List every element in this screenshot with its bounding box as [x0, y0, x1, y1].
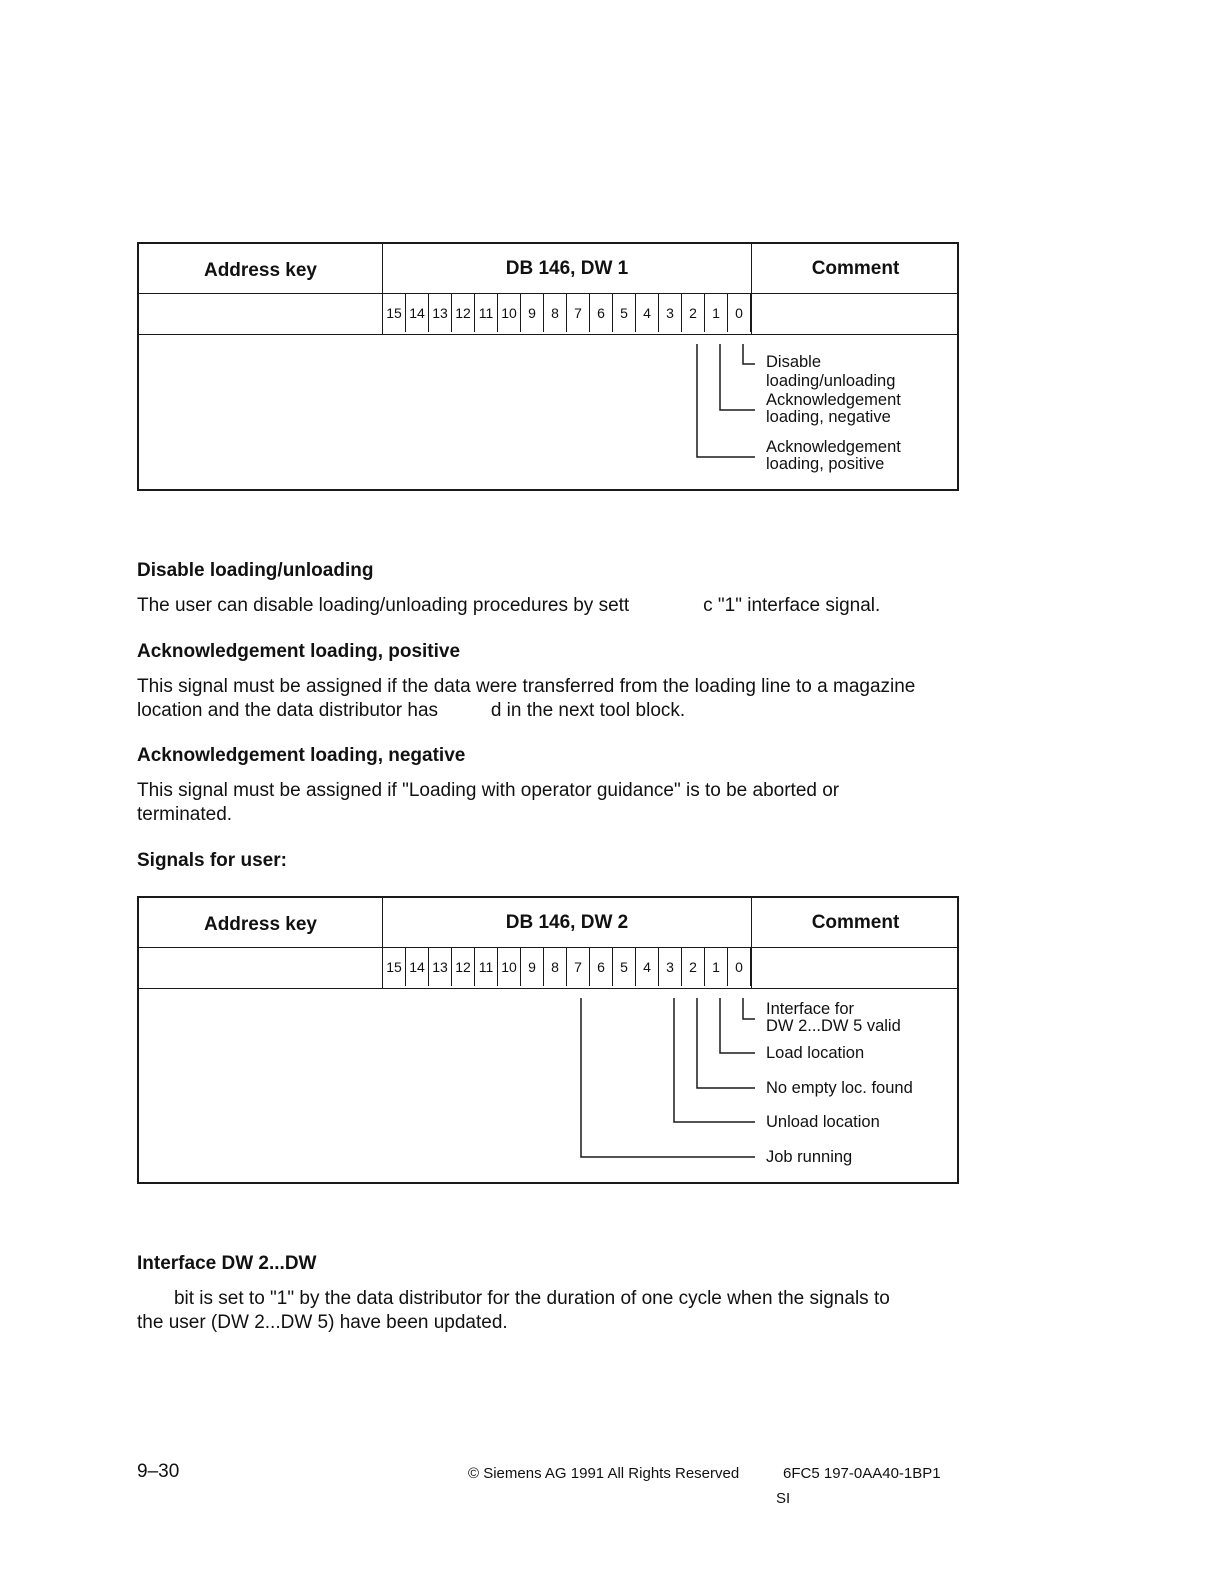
- bit-cell: 2: [682, 948, 705, 986]
- bit-cell: 7: [567, 948, 590, 986]
- bit-cell: 3: [659, 294, 682, 332]
- leader-line-bit2: [697, 998, 755, 1088]
- section-text-interface-2: the user (DW 2...DW 5) have been updated.: [137, 1312, 508, 1333]
- bit-cell: 10: [498, 948, 521, 986]
- signals-heading: Signals for user:: [137, 850, 287, 871]
- comment-bit1: [766, 392, 901, 426]
- section-heading-ack-positive: Acknowledgement loading, positive: [137, 641, 461, 662]
- leader-line-bit2: [697, 344, 755, 457]
- comment-header: Comment: [811, 258, 900, 279]
- bit-cell: 6: [590, 948, 613, 986]
- bit-cell: 6: [590, 294, 613, 332]
- bit-cell: 15: [383, 948, 406, 986]
- bit-cell: 1: [705, 294, 728, 332]
- edition: SI: [776, 1490, 791, 1507]
- address-key-header: Address key: [203, 260, 317, 281]
- bit-cell: 13: [429, 294, 452, 332]
- comment-line: Interface for: [766, 1000, 855, 1018]
- comment-bit1: Load location: [766, 1044, 865, 1062]
- bit-cell: 9: [521, 294, 544, 332]
- comment-line: loading/unloading: [766, 372, 896, 390]
- bit-cell: 5: [613, 294, 636, 332]
- bit-cell: 0: [728, 294, 751, 332]
- section-text-disable: The user can disable loading/unloading procedures by sett c "1" interface signal.: [137, 595, 881, 616]
- bit-cell: 7: [567, 294, 590, 332]
- bit-cell: 14: [406, 294, 429, 332]
- copyright: © Siemens AG 1991 All Rights Reserved: [468, 1465, 740, 1482]
- leader-line-bit7: [581, 998, 755, 1157]
- bit-cell: 12: [452, 948, 475, 986]
- comment-header: Comment: [811, 912, 900, 933]
- bit-cell: 13: [429, 948, 452, 986]
- comment-line: Acknowledgement: [766, 438, 901, 456]
- bit-cell: 2: [682, 294, 705, 332]
- section-text-ack-positive-2: location and the data distributor has d in the next tool block.: [137, 700, 686, 721]
- comment-bit2: No empty loc. found: [766, 1079, 913, 1097]
- comment-line: Acknowledgement: [766, 391, 901, 409]
- page-number: 9–30: [137, 1461, 180, 1482]
- db-word-header: DB 146, DW 1: [505, 258, 629, 279]
- table-db146-dw2: [137, 896, 959, 1184]
- address-key-header: Address key: [203, 914, 317, 935]
- bit-cell: 15: [383, 294, 406, 332]
- table-db146-dw1: [137, 242, 959, 491]
- bit-cell: 4: [636, 294, 659, 332]
- bit-cell: 3: [659, 948, 682, 986]
- bit-cell: 9: [521, 948, 544, 986]
- comment-bit3: Unload location: [766, 1113, 880, 1131]
- leader-line-bit1: [720, 344, 755, 410]
- bit-cell: 11: [475, 294, 498, 332]
- comment-line: Disable: [766, 353, 822, 371]
- db-word-header: DB 146, DW 2: [505, 912, 629, 933]
- section-text-interface-1: bit is set to "1" by the data distributor for the duration of one cycle when the signals to: [137, 1288, 890, 1309]
- comment-bit7: Job running: [766, 1148, 853, 1166]
- bit-cell: 1: [705, 948, 728, 986]
- section-heading-disable: Disable loading/unloading: [137, 560, 374, 581]
- comment-line: loading, negative: [766, 408, 891, 426]
- section-heading-ack-negative: Acknowledgement loading, negative: [137, 745, 466, 766]
- bit-cell: 12: [452, 294, 475, 332]
- comment-line: loading, positive: [766, 455, 885, 473]
- bit-cell: 10: [498, 294, 521, 332]
- bit-cell: 5: [613, 948, 636, 986]
- bit-cell: 8: [544, 294, 567, 332]
- section-text-ack-positive-1: This signal must be assigned if the data were transferred from the loading line to a magazine: [137, 676, 916, 697]
- section-text-ack-negative-2: terminated.: [137, 804, 233, 825]
- bit-cell: 14: [406, 948, 429, 986]
- comment-line: DW 2...DW 5 valid: [766, 1017, 901, 1035]
- section-text-ack-negative-1: This signal must be assigned if "Loading with operator guidance" is to be aborted or: [137, 780, 840, 801]
- leader-line-bit0: [743, 344, 755, 364]
- bit-cell: 4: [636, 948, 659, 986]
- bit-cell: 0: [728, 948, 751, 986]
- comment-bit0: [766, 354, 895, 390]
- comment-bit2: [766, 439, 901, 473]
- leader-line-bit0: [743, 998, 755, 1019]
- comment-bit0: [766, 1001, 901, 1035]
- bit-leader-lines: [139, 898, 961, 1186]
- document-number: 6FC5 197-0AA40-1BP1: [783, 1465, 941, 1482]
- leader-line-bit1: [720, 998, 755, 1053]
- bit-cell: 11: [475, 948, 498, 986]
- section-heading-interface: Interface DW 2...DW: [137, 1253, 317, 1274]
- bit-cell: 8: [544, 948, 567, 986]
